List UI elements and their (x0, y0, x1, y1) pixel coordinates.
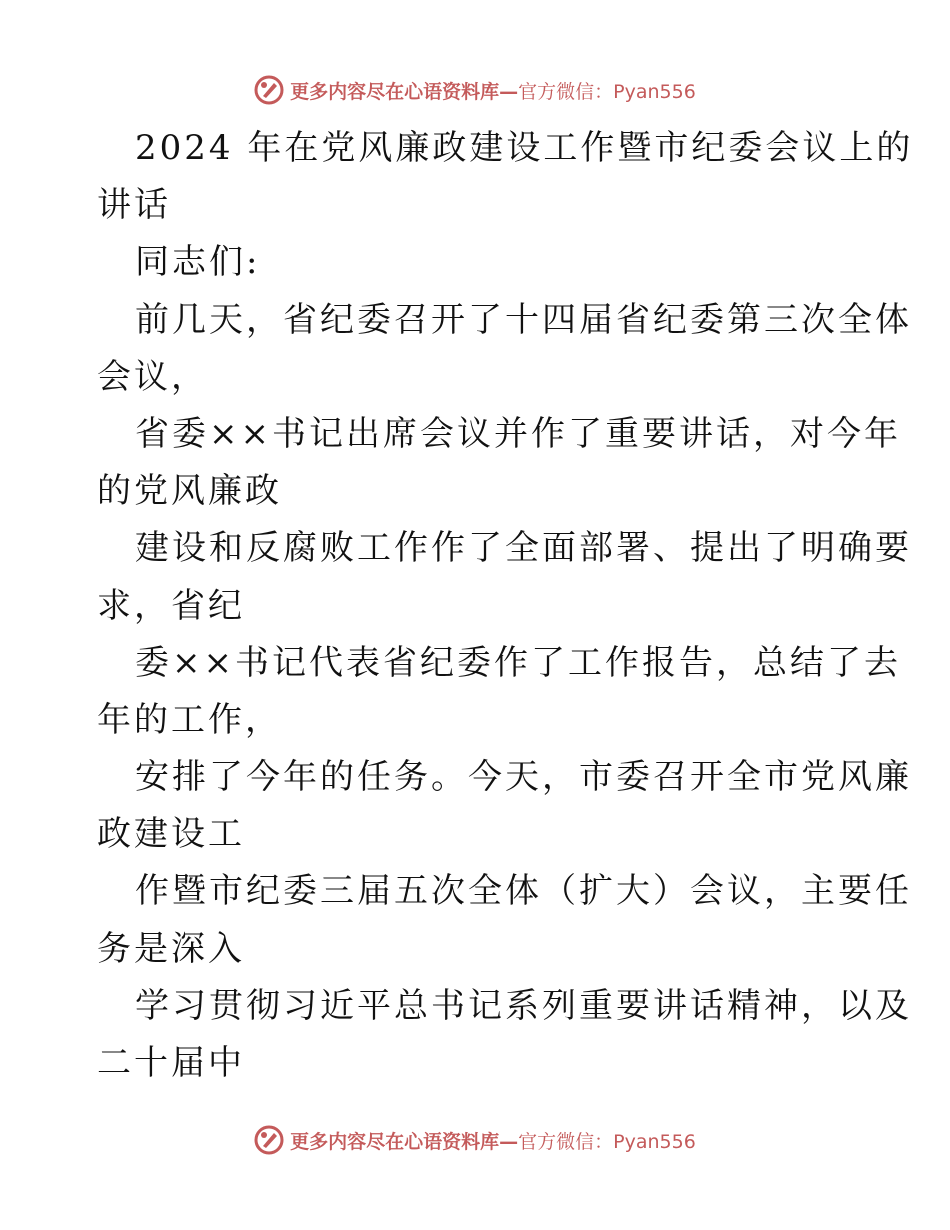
text-line: 政建设工 (97, 814, 245, 855)
text-line: 务是深入 (97, 928, 245, 969)
text-line: 同志们: (135, 242, 261, 283)
text-line: 作暨市纪委三届五次全体（扩大）会议，主要任 (135, 871, 912, 912)
text-line: 省委××书记出席会议并作了重要讲话，对今年 (135, 413, 901, 454)
footer-separator: — (499, 1130, 519, 1153)
document-body (97, 120, 914, 1092)
text-line: 的党风廉政 (97, 471, 282, 512)
header-wechat: 官方微信：Pyan556 (518, 80, 696, 103)
header-separator: — (499, 80, 519, 103)
text-line: 求，省纪 (97, 585, 245, 626)
brand-logo-icon (254, 75, 284, 105)
text-line: 年的工作， (97, 699, 282, 740)
footer-brand: 更多内容尽在心语资料库 (290, 1130, 500, 1153)
text-line: 讲话 (97, 185, 171, 226)
text-line: 委××书记代表省纪委作了工作报告，总结了去 (135, 642, 901, 683)
footer-wechat: 官方微信：Pyan556 (518, 1130, 696, 1153)
header-brand-text (290, 77, 696, 104)
brand-logo-icon (254, 1125, 284, 1155)
text-line: 建设和反腐败工作作了全面部署、提出了明确要 (135, 528, 912, 569)
text-line: 前几天，省纪委召开了十四届省纪委第三次全体 (135, 299, 912, 340)
text-line: 会议， (97, 356, 208, 397)
header-brand: 更多内容尽在心语资料库 (290, 80, 500, 103)
text-line: 安排了今年的任务。今天，市委召开全市党风廉 (135, 757, 912, 798)
header-banner (0, 70, 950, 110)
text-line: 二十届中 (97, 1043, 245, 1083)
text-line: 2024 年在党风廉政建设工作暨市纪委会议上的 (135, 128, 914, 168)
text-line: 学习贯彻习近平总书记系列重要讲话精神，以及 (135, 985, 912, 1026)
footer-banner (0, 1120, 950, 1160)
footer-brand-text (290, 1127, 696, 1154)
